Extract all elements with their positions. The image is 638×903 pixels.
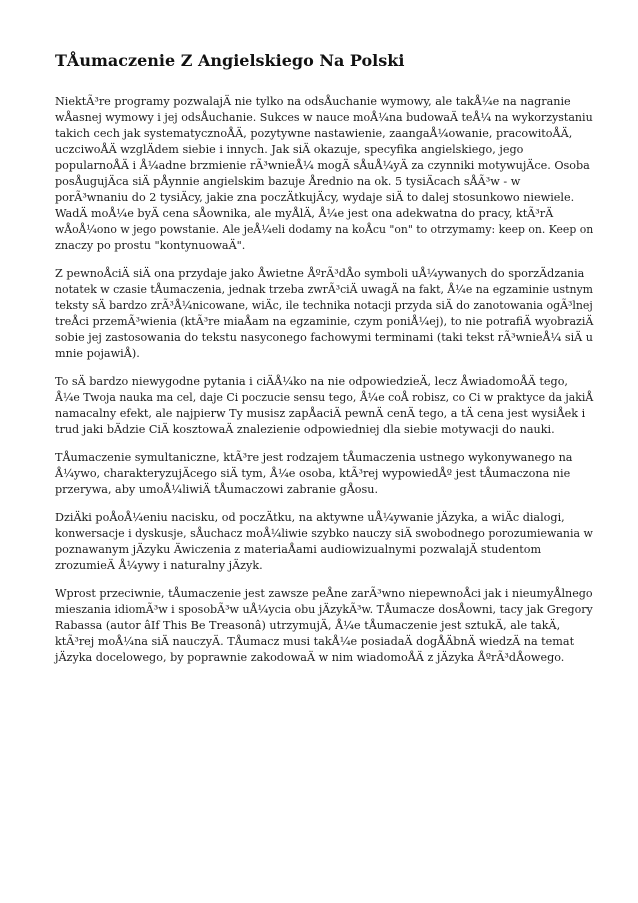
text-line: notatek w czasie tÅumaczenia, jednak trzeba zwrÃ³ciÄ uwagÄ na fakt, Å¼e na egzaminie ustnym (55, 283, 593, 296)
text-line: mieszania idiomÃ³w i sposobÃ³w uÅ¼ycia obu jÄzykÃ³w. TÅumacze dosÅowni, tacy jak Gregory (55, 603, 593, 616)
paragraph-4 (55, 450, 593, 498)
text-line: To sÄ bardzo niewygodne pytania i ciÄÅ¼ko na nie odpowiedzieÄ, lecz ÅwiadomoÅÄ tego, (55, 375, 568, 388)
paragraph-6 (55, 586, 593, 666)
text-line: wÅoÅ¼ono w jego powstanie. Ale jeÅ¼eli dodamy na koÅcu "on" to otrzymamy: keep on. Keep on (55, 223, 594, 236)
text-line: NiektÃ³re programy pozwalajÄ nie tylko na odsÅuchanie wymowy, ale takÅ¼e na nagranie (55, 95, 571, 108)
text-line: konwersacje i dyskusje, sÅuchacz moÅ¼liwie szybko nauczy siÄ swobodnego porozumiewania w (55, 527, 593, 540)
text-line: teksty sÄ bardzo zrÃ³Å¼nicowane, wiÄc, ile technika notacji przyda siÄ do zanotowania ogÃ³lnej (55, 299, 593, 312)
paragraph-5 (55, 510, 593, 574)
text-line: poznawanym jÄzyku Äwiczenia z materiaÅami audiowizualnymi pozwalajÄ studentom (55, 543, 542, 556)
text-line: uczciwoÅÄ wzglÄdem siebie i innych. Jak siÄ okazuje, specyfika angielskiego, jego (55, 143, 524, 156)
text-line: Z pewnoÅciÄ siÄ ona przydaje jako Åwietne ÅºrÃ³dÅo symboli uÅ¼ywanych do sporzÄdzania (55, 267, 585, 280)
paragraph-3 (55, 374, 593, 438)
document-title: TÅumaczenie Z Angielskiego Na Polski (55, 51, 405, 70)
text-line: znaczy po prostu "kontynuowaÄ". (55, 239, 246, 252)
text-line: takich cech jak systematycznoÅÄ, pozytywne nastawienie, zaangaÅ¼owanie, pracowitoÅÄ, (55, 127, 573, 140)
text-line: WadÄ moÅ¼e byÄ cena sÅownika, ale myÅlÄ, Å¼e jest ona adekwatna do pracy, ktÃ³rÄ (55, 207, 554, 220)
text-line: ktÃ³rej moÅ¼na siÄ nauczyÄ. TÅumacz musi takÅ¼e posiadaÄ dogÅÄbnÄ wiedzÄ na temat (55, 635, 575, 648)
text-line: porÃ³wnaniu do 2 tysiÄcy, jakie zna poczÄtkujÄcy, wydaje siÄ to dalej stosunkowo niewiele. (55, 191, 575, 204)
text-line: Wprost przeciwnie, tÅumaczenie jest zawsze peÅne zarÃ³wno niepewnoÅci jak i nieumyÅlnego (55, 587, 593, 600)
paragraph-2 (55, 266, 593, 362)
text-line: TÅumaczenie symultaniczne, ktÃ³re jest rodzajem tÅumaczenia ustnego wykonywanego na (55, 451, 573, 464)
text-line: Å¼ywo, charakteryzujÄcego siÄ tym, Å¼e osoba, ktÃ³rej wypowiedÅº jest tÅumaczona nie (55, 467, 571, 480)
text-line: namacalny efekt, ale najpierw Ty musisz zapÅaciÄ pewnÄ cenÄ tego, a tÄ cena jest wysiÅek i (55, 407, 586, 420)
text-line: Å¼e Twoja nauka ma cel, daje Ci poczucie sensu tego, Å¼e coÅ robisz, co Ci w praktyce da jakiÅ (55, 391, 594, 404)
text-line: popularnoÅÄ i Å¼adne brzmienie rÃ³wnieÅ¼ mogÄ sÅuÅ¼yÄ za czynniki motywujÄce. Osoba (55, 159, 590, 172)
document-body (55, 94, 593, 678)
text-line: DziÄki poÅoÅ¼eniu nacisku, od poczÄtku, na aktywne uÅ¼ywanie jÄzyka, a wiÄc dialogi, (55, 511, 565, 524)
paragraph-1 (55, 94, 593, 254)
text-line: wÅasnej wymowy i jej odsÅuchanie. Sukces w nauce moÅ¼na budowaÄ teÅ¼ na wykorzystaniu (55, 111, 593, 124)
text-line: Rabassa (autor âIf This Be Treasonâ) utrzymujÄ, Å¼e tÅumaczenie jest sztukÄ, ale takÄ, (55, 619, 561, 632)
text-line: mnie pojawiÅ). (55, 347, 140, 360)
text-line: treÅci przemÃ³wienia (ktÃ³re miaÅam na egzaminie, czym poniÅ¼ej), to nie potrafiÄ wyobraziÄ (55, 315, 594, 328)
text-line: trud jaki bÄdzie CiÄ kosztowaÄ znalezienie odpowiedniej dla siebie motywacji do nauki. (55, 423, 555, 436)
text-line: zrozumieÄ Å¼ywy i naturalny jÄzyk. (55, 559, 263, 572)
text-line: posÅugujÄca siÄ pÅynnie angielskim bazuje Årednio na ok. 5 tysiÄcach sÅÃ³w - w (55, 175, 521, 188)
text-line: jÄzyka docelowego, by poprawnie zakodowaÄ w nim wiadomoÅÄ z jÄzyka ÅºrÃ³dÅowego. (55, 651, 565, 664)
text-line: sobie jej zastosowania do tekstu nasyconego fachowymi terminami (taki tekst rÃ³wnieÅ¼ siÄ u (55, 331, 593, 344)
text-line: przerywa, aby umoÅ¼liwiÄ tÅumaczowi zabranie gÅosu. (55, 483, 379, 496)
